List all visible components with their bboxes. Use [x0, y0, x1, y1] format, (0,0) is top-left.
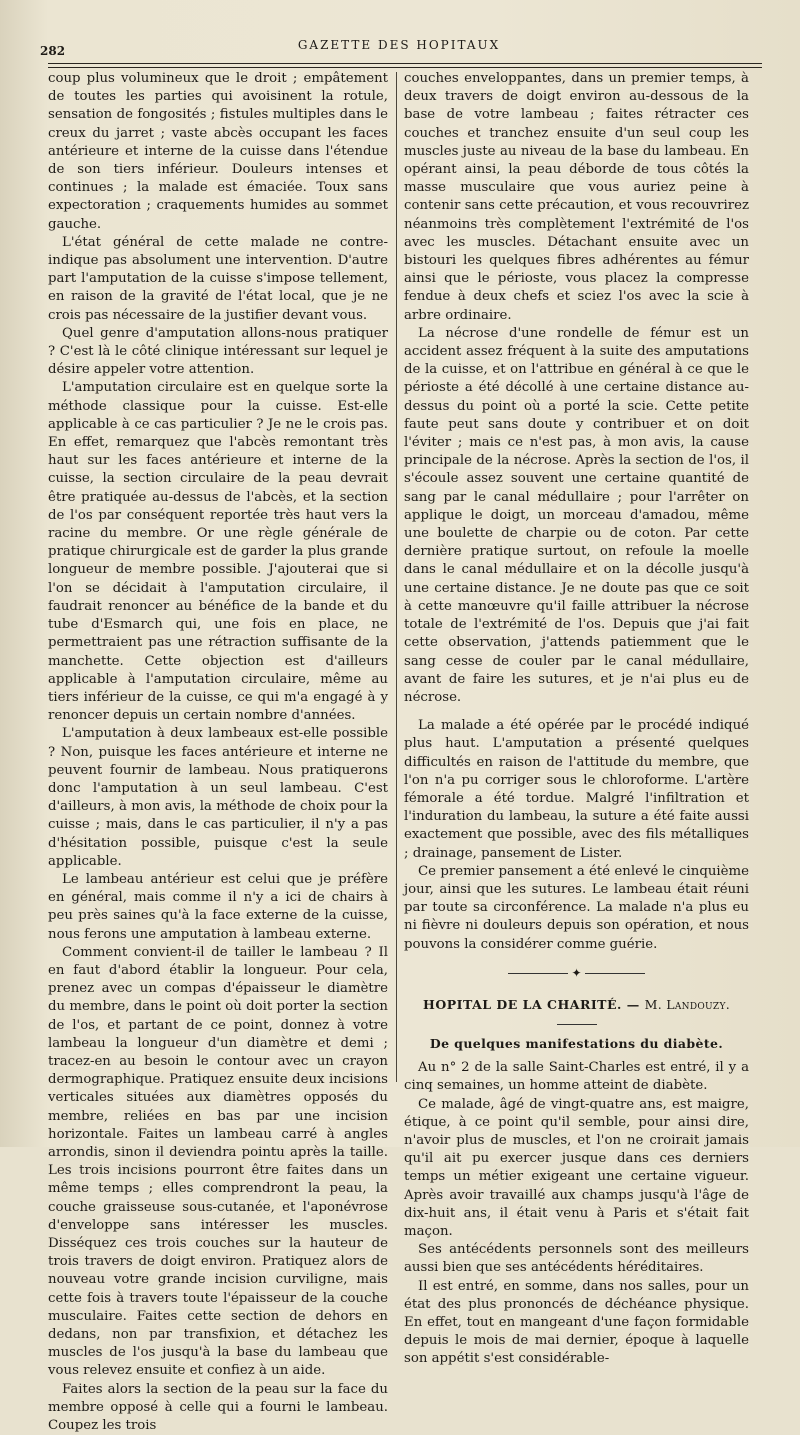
paragraph: couches enveloppantes, dans un premier temps, à deux travers de doigt environ au-dessous de la base de votre lambeau ; faites rétracter ces couches et tranchez ensuite d'un seul coup les muscles juste au niveau de la base du lambeau. En opérant ainsi, la peau déborde de tous côtés la masse musculaire que vous auriez peine à contenir sans cette précaution, et vous recouvrirez néanmoins très complètement l'extrémité de l'os avec les muscles. Détachant ensuite avec un bistouri les quelques fibres adhérentes au fémur ainsi que le périoste, vous placez la compresse fendue à deux chefs et sciez l'os avec la scie à arbre ordinaire.	[404, 71, 749, 323]
page-number: 282	[40, 44, 66, 58]
paragraph: L'amputation à deux lambeaux est-elle possible ? Non, puisque les faces antérieure et interne ne peuvent fournir de lambeau. Nous pratiquerons donc l'amputation à un seul lambeau. C'est d'ailleurs, à mon avis, la méthode de choix pour la cuisse ; mais, dans le cas particulier, il n'y a pas d'hésitation possible, puisque c'est la seule applicable.	[48, 726, 388, 869]
paragraph: Comment convient-il de tailler le lambeau ? Il en faut d'abord établir la longueur. Pour cela, prenez avec un compas d'épaisseur le diamètre du membre, dans le point où doit porter la section de l'os, et partant de ce point, donnez à votre lambeau la longueur d'un diamètre et demi ; tracez-en au besoin le contour avec un crayon dermographique. Pratiquez ensuite deux incisions verticales situées aux diamètres opposés du membre, reliées en bas par une incision horizontale. Faites un lambeau carré à angles arrondis, sinon il deviendra pointu après la taille. Les trois incisions pourront être faites dans un même temps ; elles comprendront la peau, la couche graisseuse sous-cutanée, et l'aponévrose d'enveloppe sans intéresser les muscles. Disséquez ces trois couches sur la hauteur de trois travers de doigt environ. Pratiquez alors de nouveau votre grande incision curviligne, mais cette fois à travers toute l'épaisseur de la couche musculaire. Faites cette section de dehors en dedans, non par transfixion, et détachez les muscles de l'os jusqu'à la base du lambeau que vous relevez ensuite et confiez à un aide.	[48, 944, 388, 1379]
paragraph: Faites alors la section de la peau sur la face du membre opposé à celle qui a fourni le lambeau. Coupez les trois	[48, 1381, 388, 1434]
article-subtitle: De quelques manifestations du diabète.	[429, 1035, 724, 1051]
paragraph: La malade a été opérée par le procédé indiqué plus haut. L'amputation a présenté quelques difficultés en raison de l'attitude du membre, que l'on n'a pu corriger sous le chloroforme. L'artère fémorale a été tordue. Malgré l'infiltration et l'induration du lambeau, la suture a été faite aussi exactement que possible, avec des fils métalliques ; drainage, pansement de Lister.	[404, 718, 749, 861]
paragraph: L'état général de cette malade ne contre-indique pas absolument une intervention. D'autre part l'amputation de la cuisse s'impose tellement, en raison de la gravité de l'état local, que je ne crois pas nécessaire de la justifier devant vous.	[48, 234, 388, 323]
hospital-title: HOPITAL DE LA CHARITÉ.	[423, 996, 622, 1012]
section-ornament: ✦	[404, 968, 749, 978]
paragraph: Quel genre d'amputation allons-nous pratiquer ? C'est là le côté clinique intéressant sur lequel je désire appeler votre attention.	[48, 325, 388, 378]
paragraph: Ses antécédents personnels sont des meilleurs aussi bien que ses antécédents héréditaires.	[404, 1242, 749, 1276]
paragraph: coup plus volumineux que le droit ; empâtement de toutes les parties qui avoisinent la rotule, sensation de fongosités ; fistules multiples dans le creux du jarret ; vaste abcès occupant les faces antérieure et interne de la cuisse dans l'étendue de son tiers inférieur. Douleurs intenses et continues ; la malade est émaciée. Toux sans expectoration ; craquements humides au sommet gauche.	[48, 71, 388, 232]
heading-dash: —	[626, 996, 640, 1012]
paragraph: Ce malade, âgé de vingt-quatre ans, est maigre, étique, à ce point qu'il semble, pour ainsi dire, n'avoir plus de muscles, et l'on ne croirait jamais qu'il ait pu exercer jusque dans ces derniers temps un métier exigeant une certaine vigueur. Après avoir travaillé aux champs jusqu'à l'âge de dix-huit ans, il était venu à Paris et s'était fait maçon.	[404, 1096, 749, 1239]
right-column	[404, 70, 749, 1369]
paragraph: Il est entré, en somme, dans nos salles, pour un état des plus prononcés de déchéance physique. En effet, tout en mangeant d'une façon formidable depuis le mois de mai dernier, époque à laquelle son appétit s'est considérable-	[404, 1278, 749, 1367]
running-title: GAZETTE DES HOPITAUX	[297, 38, 501, 52]
header-rule	[48, 63, 762, 68]
paragraph: Ce premier pansement a été enlevé le cinquième jour, ainsi que les sutures. Le lambeau était réuni par toute sa circonférence. La malade n'a plus eu ni fièvre ni douleurs depuis son opération, et nous pouvons la considérer comme guérie.	[404, 863, 749, 952]
paragraph: Au n° 2 de la salle Saint-Charles est entré, il y a cinq semaines, un homme atteint de diabète.	[404, 1060, 749, 1094]
paragraph: Le lambeau antérieur est celui que je préfère en général, mais comme il n'y a ici de chairs à peu près saines qu'à la face externe de la cuisse, nous ferons une amputation à lambeau externe.	[48, 871, 388, 942]
paragraph: L'amputation circulaire est en quelque sorte la méthode classique pour la cuisse. Est-elle applicable à ce cas particulier ? Je ne le crois pas. En effet, remarquez que l'abcès remontant très haut sur les faces antérieure et interne de la cuisse, la section circulaire de la peau devrait être pratiquée au-dessus de l'abcès, et la section de l'os par conséquent reportée très haut vers la racine du membre. Or une règle générale de pratique chirurgicale est de garder la plus grande longueur de membre possible. J'ajouterai que si l'on se décidait à l'amputation circulaire, il faudrait renoncer au bénéfice de la bande et du tube d'Esmarch qui, une fois en place, ne permettraient pas une rétraction suffisante de la manchette. Cette objection est d'ailleurs applicable à l'amputation circulaire, même au tiers inférieur de la cuisse, ce qui m'a engagé à y renoncer depuis un certain nombre d'années.	[48, 380, 388, 724]
author-name: M. Landouzy.	[644, 996, 730, 1012]
heading-rule	[557, 1024, 597, 1025]
column-divider	[396, 72, 397, 1082]
paragraph: La nécrose d'une rondelle de fémur est un accident assez fréquent à la suite des amputations de la cuisse, et on l'attribue en général à ce que le périoste a été décollé à une certaine distance au-dessus du point où a porté la scie. Cette petite faute peut sans doute y contribuer et on doit l'éviter ; mais ce n'est pas, à mon avis, la cause principale de la nécrose. Après la section de l'os, il s'écoule assez souvent une certaine quantité de sang par le canal médullaire ; pour l'arrêter on applique le doigt, un morceau d'amadou, même une boulette de charpie ou de coton. Par cette dernière pratique surtout, on refoule la moelle dans le canal médullaire et on la décolle jusqu'à une certaine distance. Je ne doute pas que ce soit à cette manœuvre qu'il faille attribuer la nécrose totale de l'extrémité de l'os. Depuis que j'ai fait cette observation, j'attends patiemment que le sang cesse de couler par le canal médullaire, avant de faire les sutures, et je n'ai plus eu de nécrose.	[404, 325, 749, 705]
spacer	[404, 707, 749, 717]
page-header	[38, 34, 760, 60]
section-heading	[404, 996, 749, 1014]
left-column	[48, 70, 388, 1435]
